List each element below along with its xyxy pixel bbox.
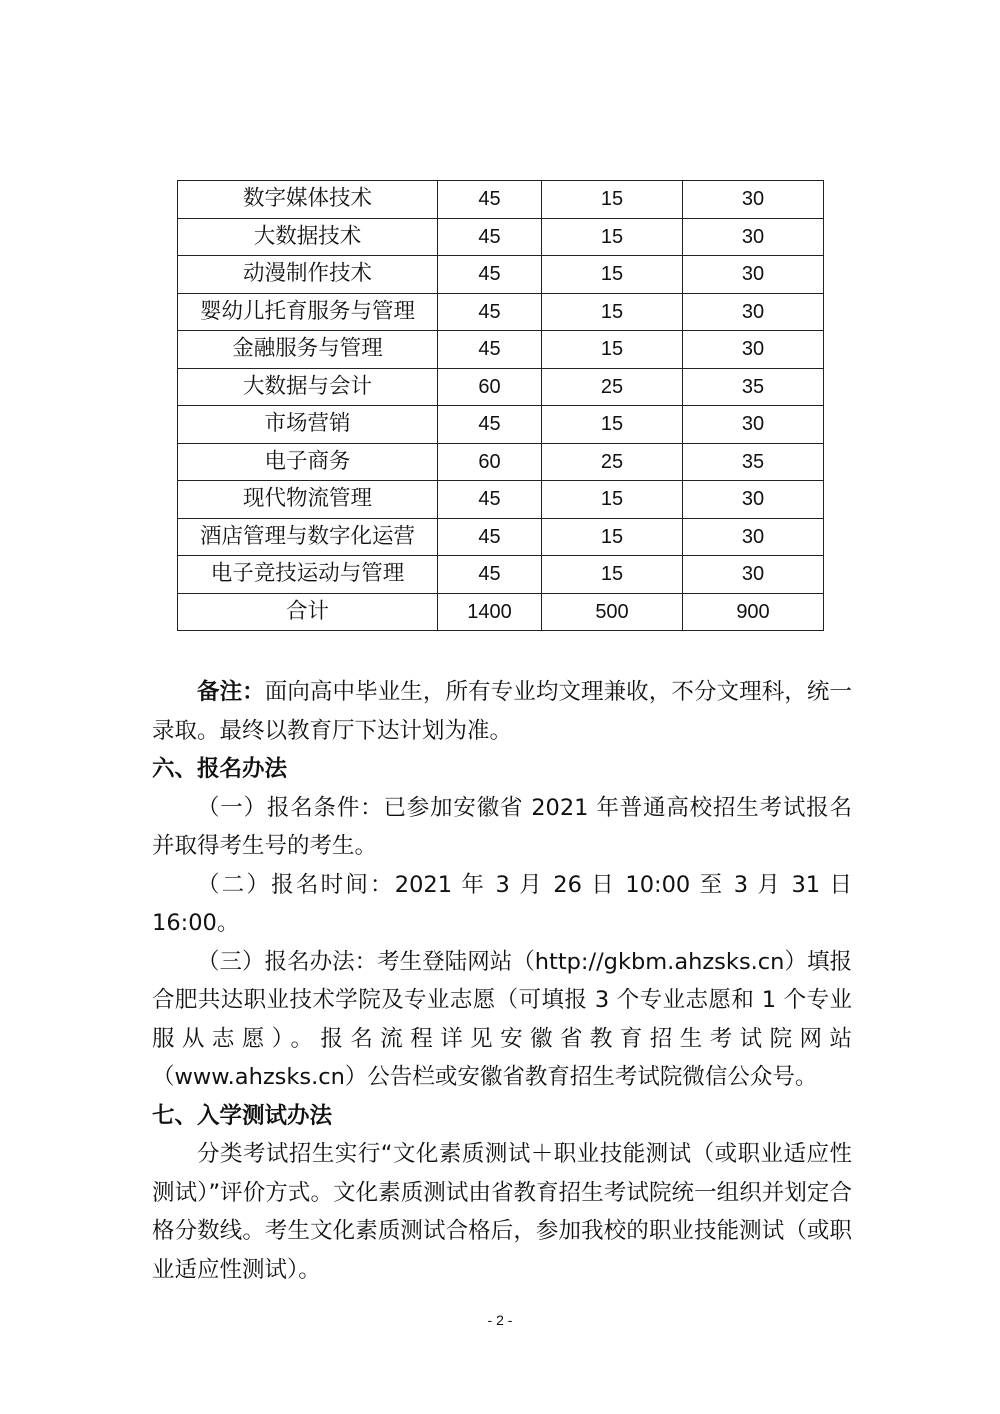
table-row — [178, 406, 824, 444]
section6-paragraph-3: （三）报名办法：考生登陆网站（http://gkbm.ahzsks.cn）填报合肥共达职业技术学院及专业志愿（可填报 3 个专业志愿和 1 个专业服从志愿）。报名流程详见安徽省教育招生考试院网站（www.ahzsks.cn）公告栏或安徽省教育招生考试院微信公众号。 — [152, 948, 852, 1090]
table-row — [178, 368, 824, 406]
count-cell-b: 30 — [683, 518, 824, 556]
total-cell: 60 — [438, 368, 542, 406]
count-cell-b: 30 — [683, 556, 824, 594]
table-row — [178, 218, 824, 256]
page-number: - 2 - — [487, 1312, 513, 1328]
count-cell-a: 15 — [542, 518, 683, 556]
count-cell-a: 15 — [542, 481, 683, 519]
table-row — [178, 593, 824, 631]
count-cell-a: 15 — [542, 331, 683, 369]
section6-paragraph-1: （一）报名条件：已参加安徽省 2021 年普通高校招生考试报名并取得考生号的考生。 — [152, 794, 852, 859]
document-body — [152, 673, 852, 1289]
section6-heading: 六、报名办法 — [152, 756, 288, 782]
count-cell-b: 35 — [683, 368, 824, 406]
count-cell-a: 15 — [542, 218, 683, 256]
major-cell: 电子商务 — [178, 443, 438, 481]
total-cell: 45 — [438, 406, 542, 444]
total-cell: 60 — [438, 443, 542, 481]
count-cell-a: 25 — [542, 368, 683, 406]
total-cell: 1400 — [438, 593, 542, 631]
note-label: 备注： — [197, 679, 265, 705]
major-cell: 婴幼儿托育服务与管理 — [178, 293, 438, 331]
major-cell: 电子竞技运动与管理 — [178, 556, 438, 594]
table-row — [178, 518, 824, 556]
enrollment-plan-table — [177, 180, 824, 631]
major-cell: 酒店管理与数字化运营 — [178, 518, 438, 556]
count-cell-b: 30 — [683, 218, 824, 256]
table-row — [178, 331, 824, 369]
count-cell-a: 15 — [542, 556, 683, 594]
total-cell: 45 — [438, 218, 542, 256]
total-cell: 45 — [438, 481, 542, 519]
count-cell-a: 15 — [542, 256, 683, 294]
table-body — [178, 181, 824, 631]
count-cell-b: 35 — [683, 443, 824, 481]
note-text: 面向高中毕业生，所有专业均文理兼收，不分文理科，统一录取。最终以教育厅下达计划为准。 — [152, 679, 852, 744]
count-cell-b: 30 — [683, 256, 824, 294]
table-row — [178, 293, 824, 331]
major-cell: 市场营销 — [178, 406, 438, 444]
count-cell-b: 30 — [683, 406, 824, 444]
count-cell-b: 30 — [683, 481, 824, 519]
count-cell-b: 900 — [683, 593, 824, 631]
table-row — [178, 481, 824, 519]
total-cell: 45 — [438, 331, 542, 369]
major-cell: 数字媒体技术 — [178, 181, 438, 219]
count-cell-a: 15 — [542, 293, 683, 331]
count-cell-a: 500 — [542, 593, 683, 631]
note-paragraph — [152, 673, 852, 750]
section7-heading: 七、入学测试办法 — [152, 1102, 333, 1129]
major-cell: 大数据与会计 — [178, 368, 438, 406]
section6-paragraph-2: （二）报名时间：2021 年 3 月 26 日 10:00 至 3 月 31 日 16:00。 — [152, 871, 852, 936]
major-cell: 金融服务与管理 — [178, 331, 438, 369]
total-cell: 45 — [438, 556, 542, 594]
table-row — [178, 181, 824, 219]
total-cell: 45 — [438, 518, 542, 556]
count-cell-b: 30 — [683, 181, 824, 219]
major-cell: 大数据技术 — [178, 218, 438, 256]
major-cell: 合计 — [178, 593, 438, 631]
total-cell: 45 — [438, 181, 542, 219]
major-cell: 现代物流管理 — [178, 481, 438, 519]
major-cell: 动漫制作技术 — [178, 256, 438, 294]
table-row — [178, 256, 824, 294]
table-row — [178, 556, 824, 594]
table-row — [178, 443, 824, 481]
count-cell-a: 25 — [542, 443, 683, 481]
count-cell-a: 15 — [542, 181, 683, 219]
count-cell-b: 30 — [683, 331, 824, 369]
count-cell-b: 30 — [683, 293, 824, 331]
count-cell-a: 15 — [542, 406, 683, 444]
section7-paragraph-1: 分类考试招生实行“文化素质测试＋职业技能测试（或职业适应性测试）”评价方式。文化素质测试由省教育招生考试院统一组织并划定合格分数线。考生文化素质测试合格后，参加我校的职业技能测试（或职业适应性测试）。 — [152, 1141, 852, 1283]
total-cell: 45 — [438, 256, 542, 294]
total-cell: 45 — [438, 293, 542, 331]
